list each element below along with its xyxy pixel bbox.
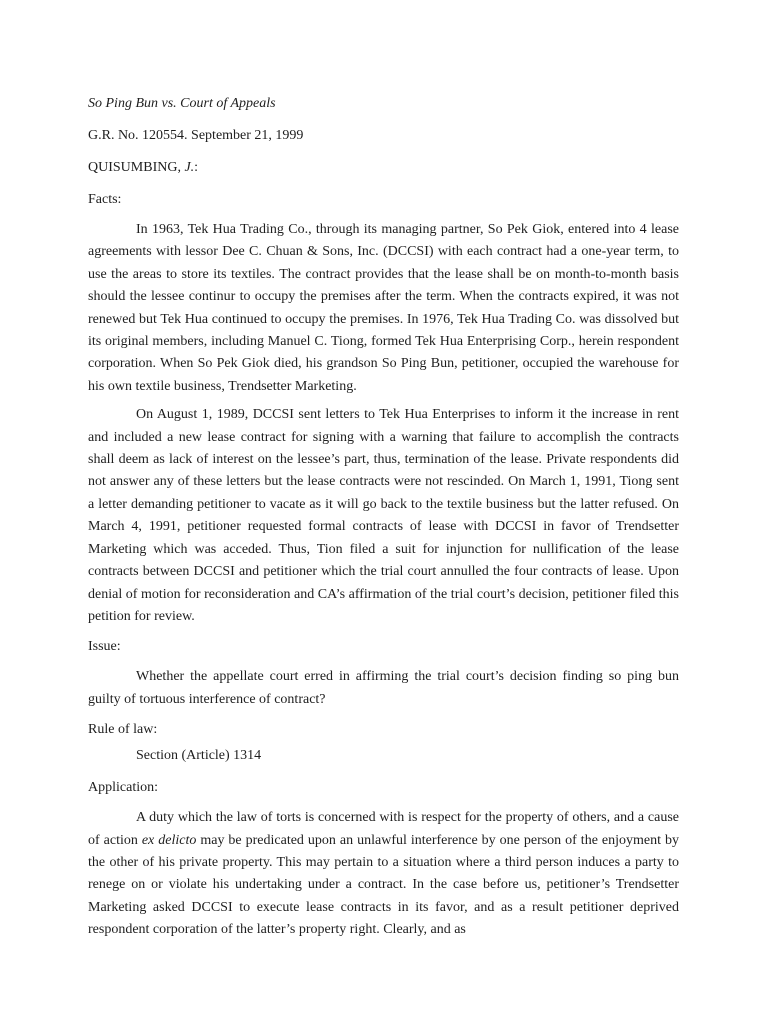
ponente-suffix: J. xyxy=(184,160,195,175)
facts-paragraph-2: On August 1, 1989, DCCSI sent letters to Tek Hua Enterprises to inform it the increase in rent and included a new lease contract for signing with a warning that failure to accomplish the contracts shall deem as lack of interest on the lessee’s part, thus, termination of the lease. Private respondents did not answer any of these letters but the lease contracts were not rescinded. On March 1, 1991, Tiong sent a letter demanding petitioner to vacate as it will go back to the textile business but the latter refused. On March 4, 1991, petitioner requested formal contracts of lease with DCCSI in favor of Trendsetter Marketing which was acceded. Thus, Tion filed a suit for injunction for nullification of the lease contracts between DCCSI and petitioner which the trial court annulled the four contracts of lease. Upon denial of motion for reconsideration and CA’s affirmation of the trial court’s decision, petitioner filed this petition for review. xyxy=(88,407,679,624)
case-title: So Ping Bun vs. Court of Appeals xyxy=(88,96,276,111)
application-italic-term: ex delicto xyxy=(141,832,197,848)
rule-of-law-heading: Rule of law: xyxy=(88,722,158,738)
application-text-b: may be predicated upon an unlawful interference by one person of the enjoyment by the other of his private property. This may pertain to a situation where a third person induces a party to renege on or violate his undertaking under a contract. In the case before us, petitioner’s Trendsetter Marketing asked DCCSI to execute lease contracts in its favor, and as a result petitioner deprived respondent corporation of the latter’s property right. Clearly, and as xyxy=(88,832,679,938)
application-heading: Application: xyxy=(88,780,158,796)
rule-of-law-text: Section (Article) 1314 xyxy=(136,748,262,764)
ponente xyxy=(88,155,679,181)
document-page xyxy=(88,91,679,942)
application-paragraph xyxy=(88,807,679,941)
issue-text: Whether the appellate court erred in affirming the trial court’s decision finding so ping bun guilty of tortuous interference of contract? xyxy=(88,669,679,707)
issue-heading: Issue: xyxy=(88,639,121,655)
application-text-a: A duty which the law of torts is concerned with is respect for the property of others, and a cause of action xyxy=(88,810,679,848)
case-gr-number: G.R. No. 120554. September 21, 1999 xyxy=(88,128,304,143)
ponente-colon: : xyxy=(194,160,199,175)
facts-heading: Facts: xyxy=(88,192,122,207)
facts-paragraph-1: In 1963, Tek Hua Trading Co., through its managing partner, So Pek Giok, entered into 4 lease agreements with lessor Dee C. Chuan & Sons, Inc. (DCCSI) with each contract had a one-year term, to use the areas to store its textiles. The contract provides that the lease shall be on month-to-month basis should the lessee continur to occupy the premises after the term. When the contracts expired, it was not renewed but Tek Hua continued to occupy the premises. In 1976, Tek Hua Trading Co. was dissolved but its original members, including Manuel C. Tiong, formed Tek Hua Enterprising Corp., herein respondent corporation. When So Pek Giok died, his grandson So Ping Bun, petitioner, occupied the warehouse for his own textile business, Trendsetter Marketing. xyxy=(88,222,679,394)
ponente-name: QUISUMBING, xyxy=(88,160,185,175)
